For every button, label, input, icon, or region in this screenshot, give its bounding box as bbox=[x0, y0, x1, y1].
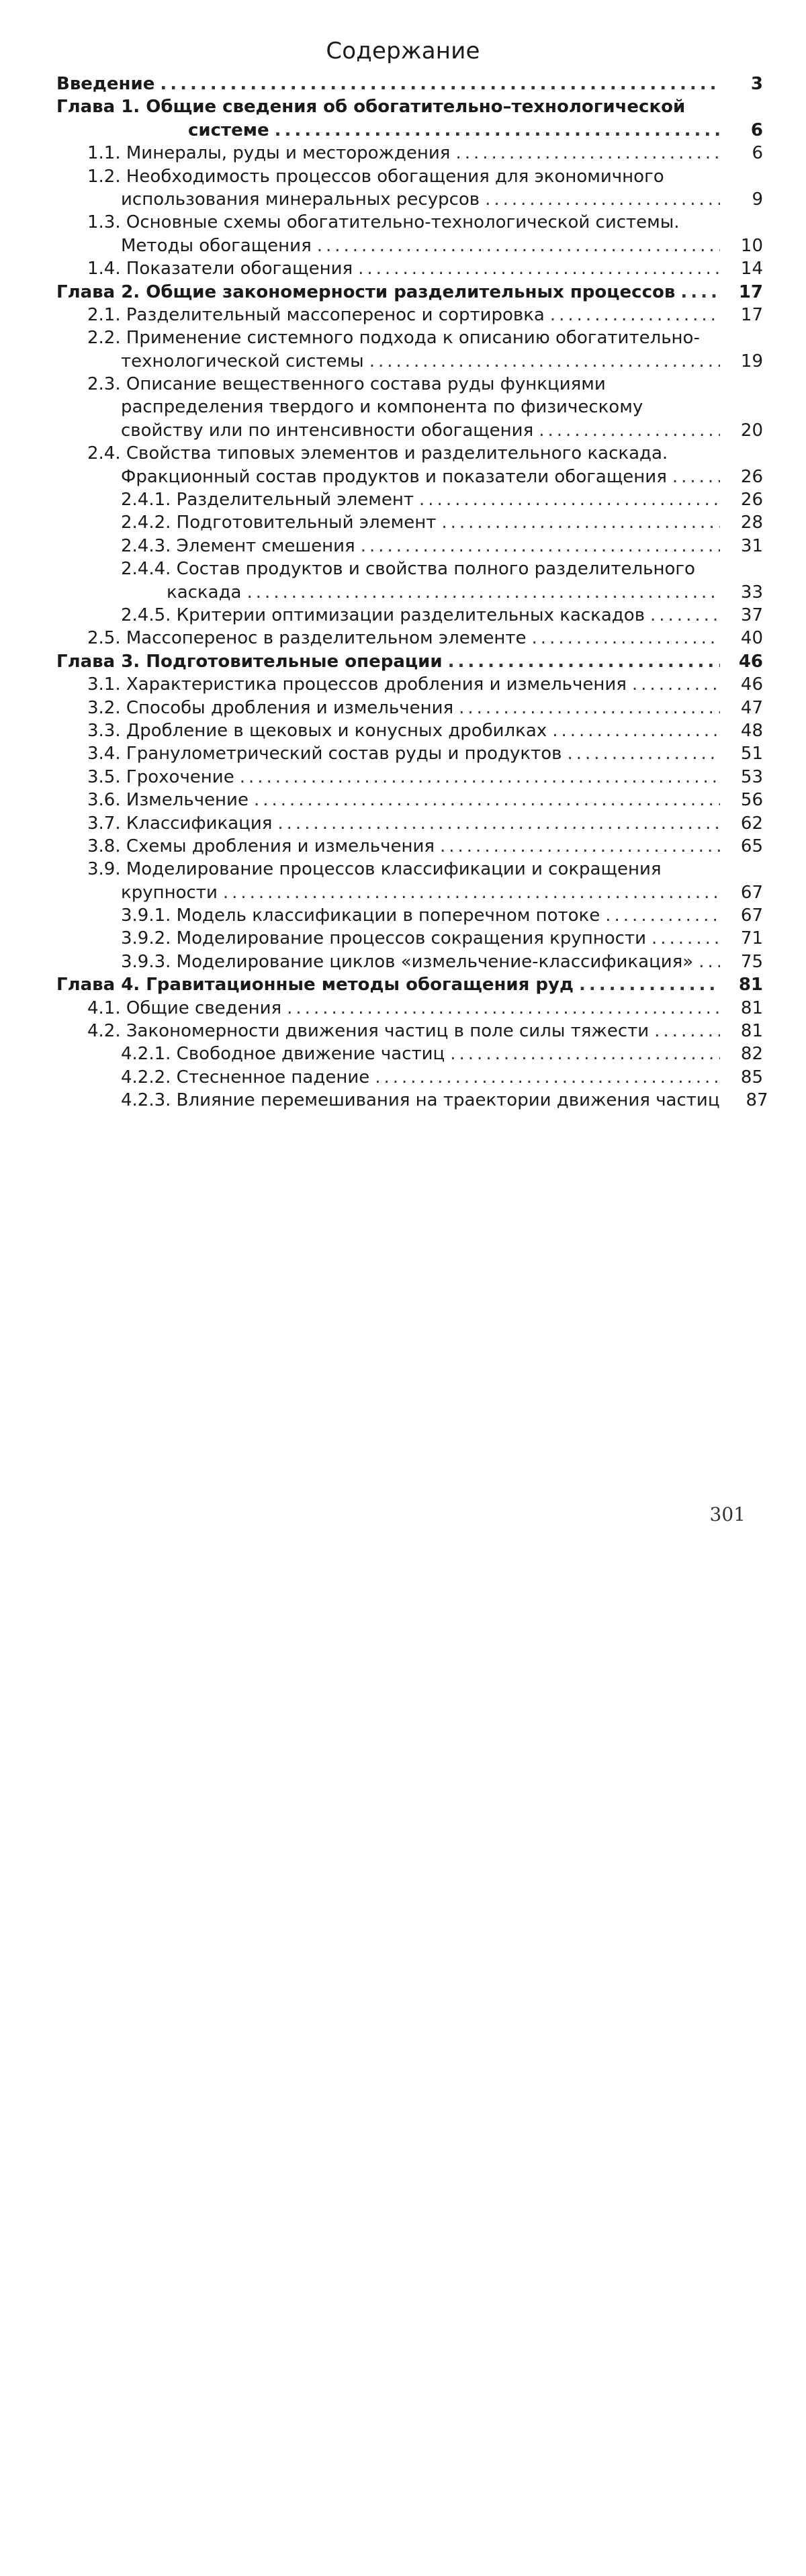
toc-entry bbox=[56, 719, 763, 742]
toc-entry bbox=[56, 304, 763, 326]
toc-entry-title: 1.2. Необходимость процессов обогащения для экономичного bbox=[87, 166, 664, 187]
toc-entry bbox=[56, 766, 763, 789]
toc-entry bbox=[56, 627, 763, 650]
toc-page-number: 48 bbox=[740, 720, 763, 741]
dot-leader bbox=[448, 650, 720, 673]
toc-page-number: 17 bbox=[738, 281, 763, 302]
toc-entry bbox=[56, 950, 763, 973]
dot-leader bbox=[440, 835, 720, 858]
toc-entry-title: 3.6. Измельчение bbox=[87, 790, 249, 811]
toc-page-number: 81 bbox=[740, 997, 763, 1018]
toc-page-number: 51 bbox=[740, 744, 763, 764]
toc-entry-title: использования минеральных ресурсов bbox=[121, 189, 480, 210]
toc-entry bbox=[56, 373, 763, 396]
toc-page-number: 62 bbox=[740, 813, 763, 834]
toc-entry bbox=[56, 211, 763, 234]
dot-leader bbox=[254, 789, 720, 811]
toc-entry-title: 3.8. Схемы дробления и измельчения bbox=[87, 836, 435, 856]
toc-page-number: 6 bbox=[752, 143, 763, 164]
toc-entry-title: 2.3. Описание вещественного состава руды функциями bbox=[87, 374, 606, 395]
dot-leader bbox=[579, 973, 720, 996]
toc-entry-title: 3.9. Моделирование процессов классификации и сокращения bbox=[87, 859, 662, 880]
dot-leader bbox=[652, 927, 720, 950]
toc-page-number: 67 bbox=[740, 905, 763, 926]
toc-entry-title: Глава 1. Общие сведения об обогатительно–технологической bbox=[56, 97, 686, 118]
toc-page-number: 40 bbox=[740, 628, 763, 649]
toc-page-number: 20 bbox=[740, 420, 763, 441]
toc-page-number: 19 bbox=[740, 351, 763, 371]
toc-chapter-entry bbox=[56, 973, 763, 996]
toc-page-number: 17 bbox=[740, 304, 763, 325]
toc-entry bbox=[56, 188, 763, 211]
toc-page-number: 3 bbox=[750, 74, 763, 94]
toc-entry-title: 1.3. Основные схемы обогатительно-технологической системы. bbox=[87, 212, 680, 233]
toc-entry-title: 2.4. Свойства типовых элементов и разделительного каскада. bbox=[87, 443, 668, 464]
toc-page-number: 31 bbox=[740, 535, 763, 556]
toc-entry bbox=[56, 881, 763, 904]
toc-entry bbox=[56, 511, 763, 534]
toc-entry bbox=[56, 1020, 763, 1042]
toc-entry-title: 2.2. Применение системного подхода к описанию обогатительно- bbox=[87, 328, 700, 349]
toc-page-number: 33 bbox=[740, 582, 763, 603]
toc-entry-title: 2.1. Разделительный массоперенос и сортировка bbox=[87, 304, 545, 325]
dot-leader bbox=[485, 188, 720, 211]
toc-page-number: 53 bbox=[740, 766, 763, 787]
toc-page-number: 81 bbox=[740, 1021, 763, 1042]
toc-entry bbox=[56, 165, 763, 188]
toc-entry bbox=[56, 835, 763, 858]
toc-entry-title: 4.2.3. Влияние перемешивания на траектории движения частиц bbox=[121, 1090, 720, 1111]
dot-leader bbox=[361, 535, 720, 558]
dot-leader bbox=[240, 766, 720, 789]
toc-entry bbox=[56, 697, 763, 719]
dot-leader bbox=[375, 1066, 720, 1089]
toc-entry-title: крупности bbox=[121, 882, 218, 903]
toc-entry-title: 3.2. Способы дробления и измельчения bbox=[87, 697, 454, 718]
toc-entry-title: 2.4.3. Элемент смешения bbox=[121, 535, 355, 556]
toc-entry bbox=[56, 326, 763, 349]
toc-entry bbox=[56, 997, 763, 1020]
dot-leader bbox=[605, 904, 720, 927]
dot-leader bbox=[699, 950, 720, 973]
toc-entry bbox=[56, 1089, 768, 1112]
toc-page-number: 28 bbox=[740, 513, 763, 533]
toc-entry bbox=[56, 142, 763, 165]
toc-entry bbox=[56, 350, 763, 373]
toc-entry-title: Введение bbox=[56, 74, 155, 94]
toc-entry-title: Глава 3. Подготовительные операции bbox=[56, 651, 443, 672]
toc-entry-title: технологической системы bbox=[121, 351, 364, 371]
toc-entry-title: 3.5. Грохочение bbox=[87, 766, 234, 787]
dot-leader bbox=[369, 350, 720, 373]
toc-entry-title: Фракционный состав продуктов и показатели обогащения bbox=[121, 466, 667, 487]
dot-leader bbox=[450, 1042, 720, 1065]
dot-leader bbox=[539, 419, 720, 442]
toc-page-number: 9 bbox=[752, 189, 763, 210]
toc-entry bbox=[56, 812, 763, 835]
toc-entry bbox=[56, 858, 763, 881]
dot-leader bbox=[532, 627, 720, 650]
toc-page-number: 65 bbox=[740, 836, 763, 856]
dot-leader bbox=[672, 465, 720, 488]
dot-leader bbox=[552, 719, 720, 742]
toc-entry-title: 4.1. Общие сведения bbox=[87, 997, 282, 1018]
toc-entry-title: 3.1. Характеристика процессов дробления и измельчения bbox=[87, 674, 627, 695]
dot-leader bbox=[680, 281, 720, 304]
toc-chapter-entry bbox=[56, 281, 763, 304]
toc-entry-title: Глава 4. Гравитационные методы обогащения руд bbox=[56, 975, 574, 995]
toc-chapter-entry bbox=[56, 95, 763, 118]
dot-leader bbox=[441, 511, 720, 534]
toc-entry-title: 1.4. Показатели обогащения bbox=[87, 259, 353, 279]
toc-page-number: 85 bbox=[740, 1067, 763, 1087]
table-of-contents bbox=[56, 73, 768, 1112]
dot-leader bbox=[550, 304, 720, 326]
dot-leader bbox=[317, 234, 720, 257]
toc-page-number: 87 bbox=[746, 1090, 768, 1111]
toc-entry bbox=[56, 789, 763, 811]
toc-entry-title: 3.9.3. Моделирование циклов «измельчение-классификация» bbox=[121, 951, 694, 972]
toc-entry-title: 4.2.1. Свободное движение частиц bbox=[121, 1044, 445, 1065]
toc-entry-title: 2.4.1. Разделительный элемент bbox=[121, 490, 414, 510]
toc-entry bbox=[56, 742, 763, 765]
toc-entry bbox=[56, 1066, 763, 1089]
toc-entry bbox=[56, 234, 763, 257]
toc-entry-title: 3.7. Классификация bbox=[87, 813, 273, 834]
toc-entry-title: Методы обогащения bbox=[121, 235, 312, 256]
toc-entry bbox=[56, 904, 763, 927]
toc-entry-title: Глава 2. Общие закономерности разделительных процессов bbox=[56, 281, 676, 302]
dot-leader bbox=[160, 73, 720, 95]
toc-entry-title: 2.5. Массоперенос в разделительном элементе bbox=[87, 628, 527, 649]
toc-entry-title: 2.4.5. Критерии оптимизации разделительных каскадов bbox=[121, 605, 645, 625]
toc-page-number: 81 bbox=[738, 975, 763, 995]
toc-page-number: 46 bbox=[738, 651, 763, 672]
toc-page-number: 75 bbox=[740, 951, 763, 972]
dot-leader bbox=[277, 812, 720, 835]
toc-chapter-entry bbox=[56, 73, 763, 95]
toc-entry-title: 1.1. Минералы, руды и месторождения bbox=[87, 143, 451, 164]
toc-page-number: 37 bbox=[740, 605, 763, 625]
toc-page-number: 82 bbox=[740, 1044, 763, 1065]
toc-page-number: 10 bbox=[740, 235, 763, 256]
toc-page-number: 26 bbox=[740, 466, 763, 487]
toc-entry bbox=[56, 558, 763, 580]
toc-entry-title: 3.4. Гранулометрический состав руды и продуктов bbox=[87, 744, 562, 764]
toc-entry-title: 3.3. Дробление в щековых и конусных дробилках bbox=[87, 720, 547, 741]
toc-entry-title: 2.4.2. Подготовительный элемент bbox=[121, 513, 437, 533]
toc-page-number: 14 bbox=[740, 259, 763, 279]
toc-chapter-entry bbox=[56, 650, 763, 673]
page-title: Содержание bbox=[326, 38, 480, 64]
toc-entry bbox=[56, 257, 763, 280]
toc-page-number: 71 bbox=[740, 928, 763, 949]
toc-entry bbox=[56, 1042, 763, 1065]
toc-page-number: 56 bbox=[740, 790, 763, 811]
toc-page-number: 6 bbox=[750, 120, 763, 140]
toc-entry bbox=[56, 465, 763, 488]
toc-entry-title: каскада bbox=[167, 582, 242, 603]
toc-page-number: 46 bbox=[740, 674, 763, 695]
toc-entry-title: системе bbox=[188, 120, 269, 140]
toc-entry bbox=[56, 396, 763, 418]
dot-leader bbox=[287, 997, 720, 1020]
dot-leader bbox=[459, 697, 720, 719]
toc-entry-title: 3.9.1. Модель классификации в поперечном потоке bbox=[121, 905, 600, 926]
dot-leader bbox=[247, 581, 720, 604]
toc-entry bbox=[56, 581, 763, 604]
toc-entry-title: свойству или по интенсивности обогащения bbox=[121, 420, 534, 441]
dot-leader bbox=[223, 881, 720, 904]
toc-entry-title: 4.2.2. Стесненное падение bbox=[121, 1067, 370, 1087]
toc-page-number: 47 bbox=[740, 697, 763, 718]
dot-leader bbox=[632, 673, 720, 696]
toc-page-number: 26 bbox=[740, 490, 763, 510]
dot-leader bbox=[419, 488, 720, 511]
toc-entry bbox=[56, 927, 763, 950]
toc-entry bbox=[56, 488, 763, 511]
dot-leader bbox=[650, 604, 720, 627]
dot-leader bbox=[358, 257, 720, 280]
toc-entry bbox=[56, 673, 763, 696]
toc-entry bbox=[56, 419, 763, 442]
dot-leader bbox=[568, 742, 721, 765]
toc-entry-title: распределения твердого и компонента по физическому bbox=[121, 397, 643, 418]
toc-entry-title: 4.2. Закономерности движения частиц в поле силы тяжести bbox=[87, 1021, 650, 1042]
dot-leader bbox=[455, 142, 720, 165]
toc-chapter-entry bbox=[56, 119, 763, 142]
dot-leader bbox=[275, 119, 720, 142]
toc-entry bbox=[56, 442, 763, 465]
page-number: 301 bbox=[709, 1503, 746, 1525]
toc-entry-title: 2.4.4. Состав продуктов и свойства полного разделительного bbox=[121, 559, 695, 580]
toc-entry bbox=[56, 604, 763, 627]
toc-page-number: 67 bbox=[740, 882, 763, 903]
dot-leader bbox=[654, 1020, 720, 1042]
toc-entry bbox=[56, 535, 763, 558]
toc-entry-title: 3.9.2. Моделирование процессов сокращения крупности bbox=[121, 928, 646, 949]
